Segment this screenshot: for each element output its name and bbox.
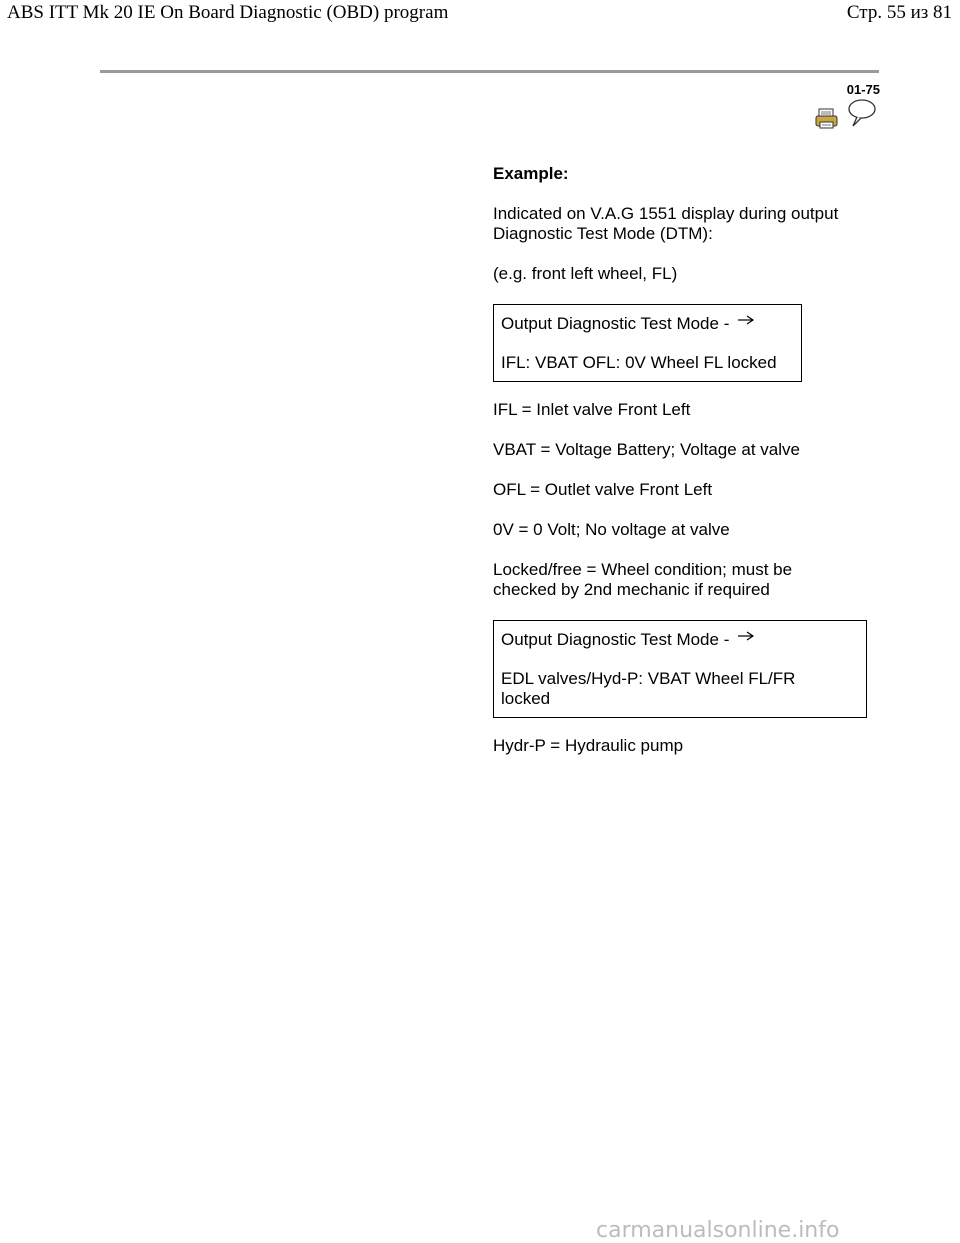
- definition-item: OFL = Outlet valve Front Left: [493, 480, 713, 499]
- display-box-2-value: EDL valves/Hyd-P: VBAT Wheel FL/FR locked: [501, 669, 796, 708]
- main-content: [493, 164, 873, 776]
- intro-text: Indicated on V.A.G 1551 display during output Diagnostic Test Mode (DTM):: [493, 204, 839, 243]
- display-box-1-title: Output Diagnostic Test Mode -: [501, 314, 730, 333]
- example-text: (e.g. front left wheel, FL): [493, 264, 678, 283]
- speech-bubble-icon[interactable]: [847, 98, 877, 128]
- display-box-2-title: Output Diagnostic Test Mode -: [501, 630, 730, 649]
- page-code: 01-75: [846, 82, 880, 97]
- display-box-1: [493, 304, 802, 382]
- watermark-logo: carmanualsonline.info: [596, 1218, 840, 1243]
- definition-item: Locked/free = Wheel condition; must be checked by 2nd mechanic if required: [493, 560, 793, 599]
- arrow-right-icon[interactable]: [737, 631, 755, 641]
- hydraulic-pump-note: Hydr-P = Hydraulic pump: [493, 736, 684, 755]
- document-title: ABS ITT Mk 20 IE On Board Diagnostic (OBD) program: [7, 2, 449, 23]
- header-divider: [100, 70, 879, 73]
- definition-item: IFL = Inlet valve Front Left: [493, 400, 691, 419]
- page-counter: Стр. 55 из 81: [846, 2, 952, 23]
- display-box-2: [493, 620, 867, 718]
- section-heading: Example:: [493, 164, 569, 183]
- printer-icon[interactable]: [815, 108, 839, 130]
- display-box-1-value: IFL: VBAT OFL: 0V Wheel FL locked: [501, 353, 777, 372]
- definition-item: 0V = 0 Volt; No voltage at valve: [493, 520, 730, 539]
- definition-item: VBAT = Voltage Battery; Voltage at valve: [493, 440, 800, 459]
- arrow-right-icon[interactable]: [737, 315, 755, 325]
